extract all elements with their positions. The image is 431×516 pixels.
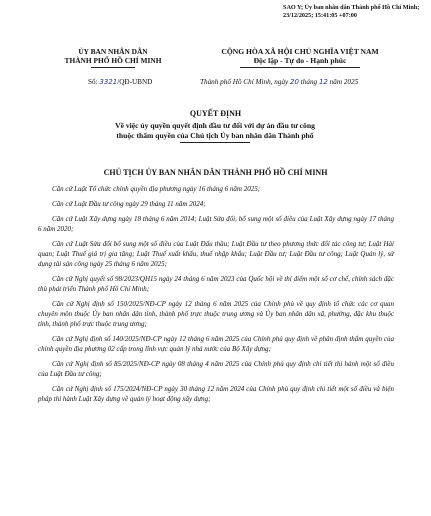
doc-number-value: 3321 [99,78,118,86]
legal-basis-paragraph: Căn cứ Nghị định số 85/2025/NĐ-CP ngày 08 tháng 4 năm 2025 của Chính phủ quy định chi tiết thi hành một số điều của Luật Đầu tư công; [38,360,394,378]
date-month: 12 [318,78,328,86]
national-motto-header [198,47,402,68]
document-number [88,78,152,87]
subject-line-1: Về việc ủy quyền quyết định đầu tư đối với dự án đầu tư công [115,121,315,130]
agency-underline [91,67,135,68]
legal-basis-paragraph: Căn cứ Nghị định số 150/2025/NĐ-CP ngày 12 tháng 6 năm 2025 của Chính phủ về quy định tổ chức các cơ quan chuyên môn thuộc Ủy ban nhân dân tỉnh, thành phố trực thuộc trung ương và Ủy ban nhân dân xã, phường, đặc khu thuộc tỉnh, thành phố trực thuộc trung ương; [38,300,394,328]
stamp-line-1: SAO Y; Ủy ban nhân dân Thành phố Hồ Chí Minh; [283,4,420,11]
date-prefix: Thành phố Hồ Chí Minh, ngày [200,78,289,86]
doc-number-prefix: Số: [88,78,98,86]
country-name: CỘNG HÒA XÃ HỘI CHỦ NGHĨA VIỆT NAM [221,47,379,56]
motto-underline [240,67,360,68]
issuing-authority: CHỦ TỊCH ỦY BAN NHÂN DÂN THÀNH PHỐ HỒ CHÍ MINH [103,168,328,177]
date-month-label: tháng [300,78,318,86]
agency-line-2: THÀNH PHỐ HỒ CHÍ MINH [64,56,162,65]
date-year: năm 2025 [329,78,359,86]
legal-basis-paragraph: Căn cứ Luật Sửa đổi bổ sung một số điều của Luật Đấu thầu; Luật Đầu tư theo phương thức đối tác công tư; Luật Hải quan; Luật Thuế giá trị gia tăng; Luật Thuế xuất khẩu, thuế nhập khẩu; Luật Đầu tư; Luật Đầu tư công; Luật Quản lý, sử dụng tài sản công ngày 25 tháng 6 năm 2025; [38,240,394,268]
issuing-agency-header [38,47,188,68]
document-title: QUYẾT ĐỊNH [189,109,242,118]
national-motto: Độc lập - Tự do - Hạnh phúc [253,56,347,65]
place-and-date [200,78,410,87]
doc-number-suffix: /QĐ-UBND [117,78,153,86]
stamp-line-2: 23/12/2025; 15:41:05 +07:00 [283,12,357,19]
legal-basis-paragraph: Căn cứ Nghị quyết số 98/2023/QH15 ngày 24 tháng 6 năm 2023 của Quốc hội về thí điểm một số cơ chế, chính sách đặc thù phát triển Thành phố Hồ Chí Minh; [38,275,394,293]
digital-copy-stamp [283,4,429,20]
legal-basis-paragraph: Căn cứ Luật Đầu tư công ngày 29 tháng 11 năm 2024; [52,200,206,208]
subject-line-2: thuộc thẩm quyền của Chủ tịch Ủy ban nhân dân Thành phố [116,130,314,140]
legal-basis-paragraph: Căn cứ Nghị định số 140/2025/NĐ-CP ngày 12 tháng 6 năm 2025 của Chính phủ quy định về phân định thẩm quyền của chính quyền địa phương 02 cấp trong lĩnh vực quản lý nhà nước của Bộ Xây dựng; [38,335,394,353]
date-day: 20 [290,78,299,86]
document-subject [80,121,350,143]
legal-basis-paragraph: Căn cứ Luật Xây dựng ngày 18 tháng 6 năm 2014; Luật Sửa đổi, bổ sung một số điều của Luật Xây dựng ngày 17 tháng 6 năm 2020; [38,215,394,233]
subject-underline [180,142,250,143]
legal-basis-paragraph: Căn cứ Luật Tổ chức chính quyền địa phương ngày 16 tháng 6 năm 2025; [52,185,261,193]
document-body [38,184,394,409]
legal-basis-paragraph: Căn cứ Nghị định số 175/2024/NĐ-CP ngày 30 tháng 12 năm 2024 của Chính phủ quy định chi tiết một số điều và biện pháp thi hành Luật Xây dựng về quản lý hoạt động xây dựng; [38,385,394,403]
agency-line-1: ỦY BAN NHÂN DÂN [78,47,148,56]
